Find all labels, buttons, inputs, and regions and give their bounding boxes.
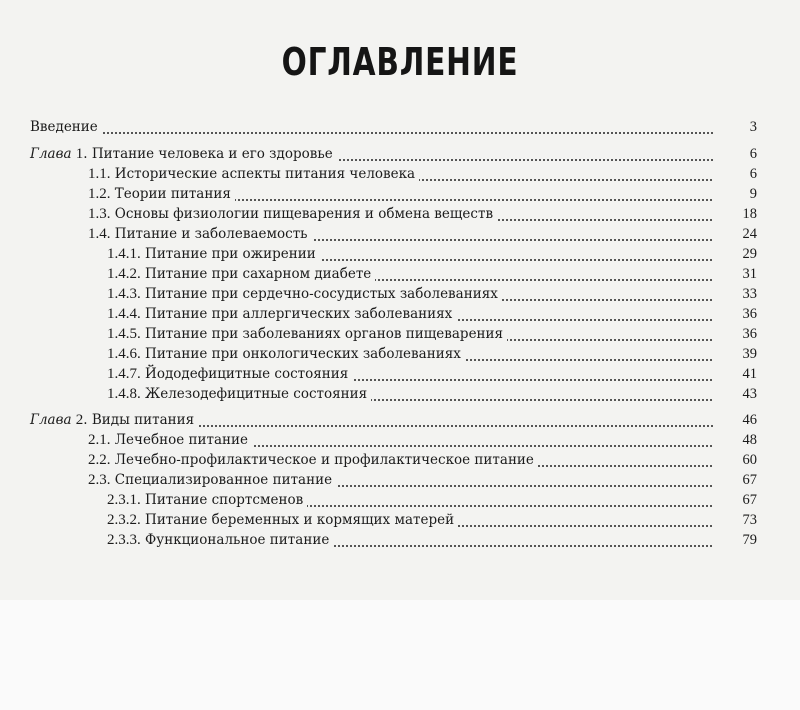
section-title: Питание спортсменов: [140, 492, 304, 508]
section-title: Железодефицитные состояния: [140, 386, 368, 402]
page-number: 36: [714, 324, 757, 344]
section-number: 2.3.3.: [107, 532, 141, 548]
section-title: Специализированное питание: [110, 472, 333, 488]
section-number: 2.1.: [88, 432, 111, 448]
page-number: 39: [714, 344, 757, 364]
section-number: 1.4.: [88, 226, 111, 242]
section-number: 1.4.2.: [107, 266, 141, 282]
section-title: Питание при сердечно-сосудистых заболеваниях: [140, 286, 498, 302]
page-number: 6: [714, 144, 757, 164]
section-number: 2.3.2.: [107, 512, 141, 528]
section-title: Исторические аспекты питания человека: [110, 166, 416, 182]
toc-entry-title: [107, 384, 371, 404]
toc-entry: [0, 384, 800, 404]
page-bottom-margin: [0, 600, 800, 710]
section-number: 2.2.: [88, 452, 111, 468]
page-number: 43: [714, 384, 757, 404]
section-title: Лечебное питание: [110, 432, 248, 448]
section-title: Питание при аллергических заболеваниях: [140, 306, 453, 322]
page-number: 9: [714, 184, 757, 204]
page-number: 6: [714, 164, 757, 184]
page-number: 29: [714, 244, 757, 264]
section-title: . Питание человека и его здоровье: [83, 146, 333, 162]
section-title: Питание беременных и кормящих матерей: [140, 512, 455, 528]
section-title: Лечебно-профилактическое и профилактическое питание: [110, 452, 534, 468]
toc-entry: [0, 530, 800, 550]
toc-entry-title: [30, 117, 102, 137]
section-number: 2: [75, 412, 84, 428]
page-number: 24: [714, 224, 757, 244]
page-title: ОГЛАВЛЕНИЕ: [281, 40, 519, 84]
section-title: Питание при сахарном диабете: [140, 266, 372, 282]
page-number: 41: [714, 364, 757, 384]
section-number: 2.3.: [88, 472, 111, 488]
page-number: 36: [714, 304, 757, 324]
chapter-word: Глава: [30, 412, 76, 428]
page-number: 73: [714, 510, 757, 530]
section-number: 1.4.3.: [107, 286, 141, 302]
section-title: Питание при заболеваниях органов пищеварения: [140, 326, 504, 342]
section-number: 1.4.1.: [107, 246, 141, 262]
section-title: Введение: [30, 119, 98, 135]
section-title: Питание при ожирении: [140, 246, 316, 262]
section-number: 1.4.8.: [107, 386, 141, 402]
section-number: 1: [75, 146, 84, 162]
section-number: 1.2.: [88, 186, 111, 202]
page-number: 18: [714, 204, 757, 224]
section-title: Функциональное питание: [140, 532, 330, 548]
section-title: Питание при онкологических заболеваниях: [140, 346, 461, 362]
section-number: 1.4.5.: [107, 326, 141, 342]
section-number: 1.3.: [88, 206, 111, 222]
page-number: 33: [714, 284, 757, 304]
section-title: Йододефицитные состояния: [140, 366, 349, 382]
page-number: 79: [714, 530, 757, 550]
section-number: 1.4.6.: [107, 346, 141, 362]
page-number: 67: [714, 470, 757, 490]
page-number: 46: [714, 410, 757, 430]
section-number: 1.4.4.: [107, 306, 141, 322]
dot-leader: [36, 112, 740, 134]
section-title: . Виды питания: [83, 412, 195, 428]
page-number: 67: [714, 490, 757, 510]
toc-entry: [0, 117, 800, 137]
section-title: Основы физиологии пищеварения и обмена веществ: [110, 206, 494, 222]
page-number: 48: [714, 430, 757, 450]
page-number: 31: [714, 264, 757, 284]
page-number: 3: [714, 117, 757, 137]
page-number: 60: [714, 450, 757, 470]
section-number: 2.3.1.: [107, 492, 141, 508]
chapter-word: Глава: [30, 146, 76, 162]
toc-entry-title: [107, 530, 333, 550]
section-number: 1.4.7.: [107, 366, 141, 382]
section-title: Теории питания: [110, 186, 231, 202]
section-title: Питание и заболеваемость: [110, 226, 308, 242]
section-number: 1.1.: [88, 166, 111, 182]
